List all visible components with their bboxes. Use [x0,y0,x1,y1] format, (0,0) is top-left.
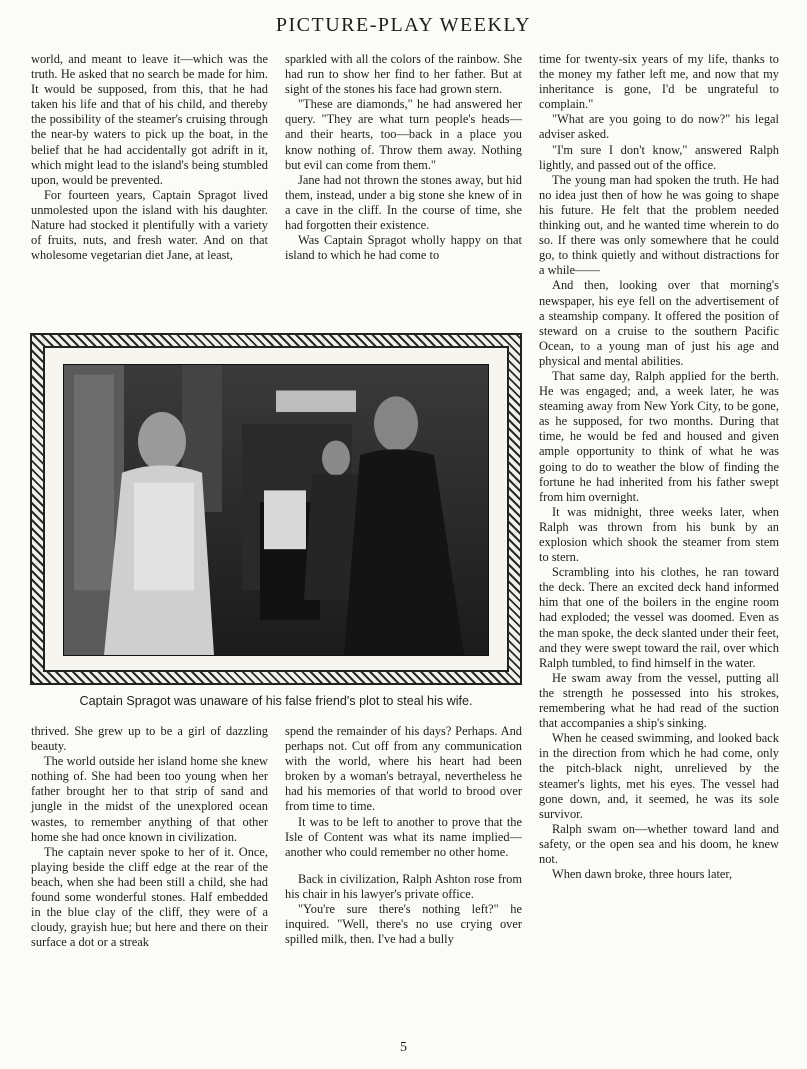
paragraph: When dawn broke, three hours later, [552,867,733,882]
paragraph: "What are you going to do now?" his legal adviser asked. [539,112,779,142]
text-column [31,52,268,263]
text-column [285,724,522,947]
paragraph: spend the remainder of his days? Perhaps. And perhaps not. Cut off from any communication with the world, where his heart had been broken by a woman's betrayal, nevertheless he had his memories of that world to brood over from time to time. [285,724,522,814]
paragraph: That same day, Ralph applied for the berth. He was engaged; and, a week later, he was steaming away from New York City, to be gone, as he supposed, for two months. During that time, he would be fed and housed and given ample opportunity to think of what he was going to do to weather the blow of finding the fortune he had inherited from his father swept from him overnight. [539,368,779,504]
paragraph: Ralph swam on—whether toward land and safety, or the open sea and his doom, he knew not. [539,821,779,866]
paragraph: "You're sure there's nothing left?" he inquired. "Well, there's no use crying over spilled milk, then. I've had a bully [285,902,522,947]
man-head [374,396,418,451]
text-column [285,52,522,263]
paragraph: When he ceased swimming, and looked back in the direction from which he had come, only the pitch-black night, unrelieved by the steamer's lights, met his eyes. The vessel had gone down, and, it seemed, he was its sole survivor. [539,731,779,821]
text-column [31,724,268,950]
paragraph: The captain never spoke to her of it. Once, playing beside the cliff edge at the rear of the beach, when she had been still a child, she had found some wonderful stones. Half embedded in the blue clay of the cliff, they were of a cloudy, grayish hue; but here and there on their surface a dot or a streak [31,844,268,950]
paragraph: Jane had not thrown the stones away, but hid them, instead, under a big stone she knew of in a cave in the cliff. In the course of time, she had forgotten their existence. [285,172,522,233]
paragraph: And then, looking over that morning's newspaper, his eye fell on the advertisement of a steamship company. It offered the position of steward on a cruise to the southern Pacific Ocean, to a young man of just his age and physical and mental abilities. [539,278,779,368]
paragraph: sparkled with all the colors of the rainbow. She had run to show her find to her father. But at sight of the stones his face had grown stern. [285,52,522,97]
paragraph: Scrambling into his clothes, he ran toward the deck. There an excited deck hand informed him that one of the boilers in the engine room had exploded; the vessel was doomed. Even as the man spoke, the deck slanted under their feet, and they were swept toward the rail, over which Ralph tumbled, to find himself in the water. [539,565,779,670]
paragraph: It was to be left to another to prove that the Isle of Content was what its name implied—another who could remember no other home. [285,814,522,859]
photo-frame [30,333,522,685]
paragraph: Was Captain Spragot wholly happy on that island to which he had come to [285,233,522,263]
paragraph: It was midnight, three weeks later, when Ralph was thrown from his bunk by an explosion which shook the steamer from stem to stern. [539,504,779,565]
paragraph: The young man had spoken the truth. He had no idea just then of how he was going to shape his future. He felt that the problem needed thinking out, and he wanted time wherein to do so. If there was only somewhere that he could go, to think quietly and without distractions for a while—— [539,172,779,278]
paragraph: time for twenty-six years of my life, thanks to the money my father left me, and now that my inheritance is gone, I'd be ungrateful to complain." [539,52,779,112]
film-still-photo [63,364,489,656]
photo-mat [43,346,509,672]
page-header: PICTURE-PLAY WEEKLY [275,14,532,36]
paragraph: The world outside her island home she knew nothing of. She had been too young when her father brought her to that strip of sand and jungle in the midst of the unexplored ocean wastes, to remember anything of that other home she had once known in civilization. [31,754,268,844]
paragraph: world, and meant to leave it—which was the truth. He asked that no search be made for him. It would be supposed, from this, that he had taken his life and that of his child, and thereby the possibility of the steamer's cruising through the near-by waters to pick up the boat, in the belief that he had accidentally got adrift in it, which might lead to the island's being stumbled upon, would be prevented. [31,52,268,187]
text-column [539,52,779,882]
paragraph: thrived. She grew up to be a girl of dazzling beauty. [31,724,268,754]
paragraph: "These are diamonds," he had answered her query. "They are what turn people's heads—and their hearts, too—back in a place you know nothing of. Throw them away. Nothing but evil can come from them." [285,97,522,172]
paragraph: For fourteen years, Captain Spragot lived unmolested upon the island with his daughter. Nature had stocked it plentifully with a variety of fruits, nuts, and fresh water. And on that wholesome vegetarian diet Jane, at least, [31,187,268,263]
paragraph: "I'm sure I don't know," answered Ralph lightly, and passed out of the office. [539,142,779,172]
page-number: 5 [400,1040,407,1055]
paragraph: Back in civilization, Ralph Ashton rose from his chair in his lawyer's private office. [285,871,522,901]
lamp-shade [276,390,356,412]
photo-caption: Captain Spragot was unaware of his false friend's plot to steal his wife. [79,694,473,708]
photo-illustration [64,365,488,655]
doll [264,490,306,549]
woman-head [138,412,186,471]
paragraph: He swam away from the vessel, putting all the strength he possessed into his strokes, remembering what he had read of the suction that accompanies a ship's sinking. [539,670,779,731]
